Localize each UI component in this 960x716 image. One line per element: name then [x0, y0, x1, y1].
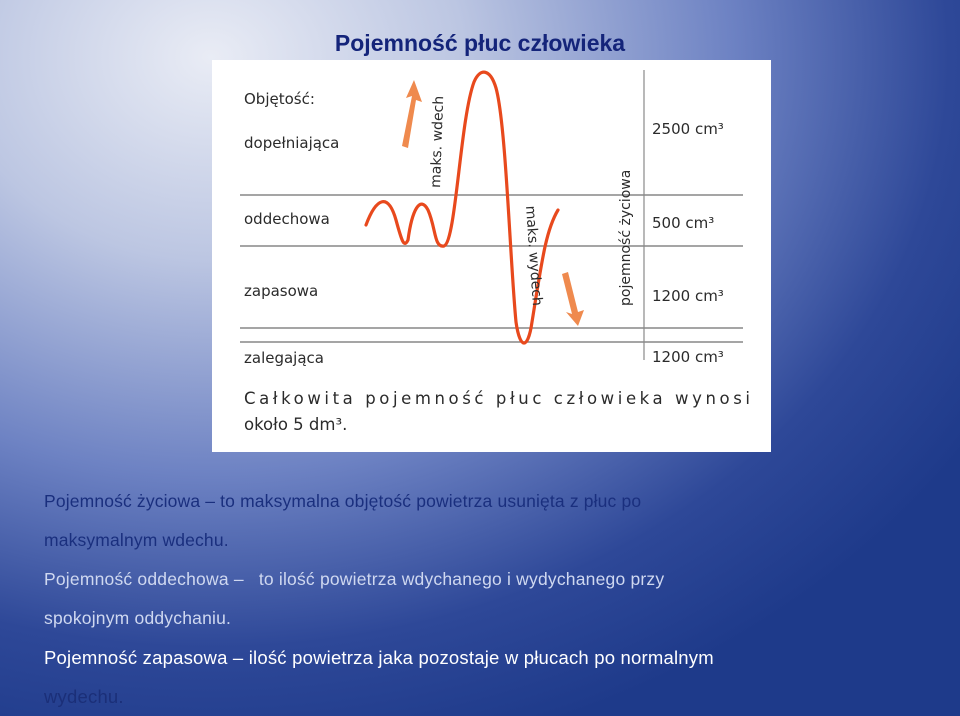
definition-vital-capacity: [44, 482, 924, 560]
dash: –: [233, 569, 244, 589]
summary-line-1: Całkowita pojemność płuc człowieka wynosi: [244, 389, 750, 408]
summary-line-2: około 5 dm³.: [244, 415, 348, 434]
value-tidal: 500 cm³: [652, 214, 715, 232]
row-label-complemental: dopełniająca: [244, 134, 340, 152]
value-reserve: 1200 cm³: [652, 287, 724, 305]
definitions-block: [44, 482, 924, 716]
row-label-residual: zalegająca: [244, 349, 324, 367]
value-complemental: 2500 cm³: [652, 120, 724, 138]
slide-title: Pojemność płuc człowieka: [334, 30, 626, 56]
lung-volume-diagram: [212, 60, 771, 452]
lung-volume-figure: [212, 60, 771, 452]
arrow-up-icon: [402, 80, 422, 148]
annotation-max-inhale: maks. wdech: [428, 95, 448, 189]
definition-continuation: maksymalnym wdechu.: [44, 530, 229, 550]
row-label-tidal: oddechowa: [244, 210, 330, 228]
annotation-vital-capacity: pojemność życiowa: [618, 169, 634, 306]
definition-continuation: spokojnym oddychaniu.: [44, 608, 232, 628]
arrow-down-icon: [562, 272, 584, 326]
definition-text: to maksymalna objętość powietrza usunięta z płuc po: [220, 491, 642, 511]
annotation-max-exhale: maks. wydech: [522, 205, 545, 307]
definition-continuation: wydechu.: [44, 686, 124, 707]
definition-reserve-volume: [44, 638, 924, 716]
definition-tidal-volume: [44, 560, 924, 638]
definition-text: ilość powietrza jaka pozostaje w płucach po normalnym: [248, 647, 714, 668]
value-residual: 1200 cm³: [652, 348, 724, 366]
term-reserve: Pojemność zapasowa: [44, 647, 228, 668]
term-tidal: Pojemność oddechowa: [44, 569, 229, 589]
row-label-reserve: zapasowa: [244, 282, 319, 300]
term-vital: Pojemność życiowa: [44, 491, 201, 511]
heading-label: Objętość:: [244, 90, 315, 108]
definition-text: to ilość powietrza wdychanego i wydychanego przy: [258, 569, 665, 589]
dash: –: [205, 491, 216, 511]
dash: –: [232, 647, 244, 668]
